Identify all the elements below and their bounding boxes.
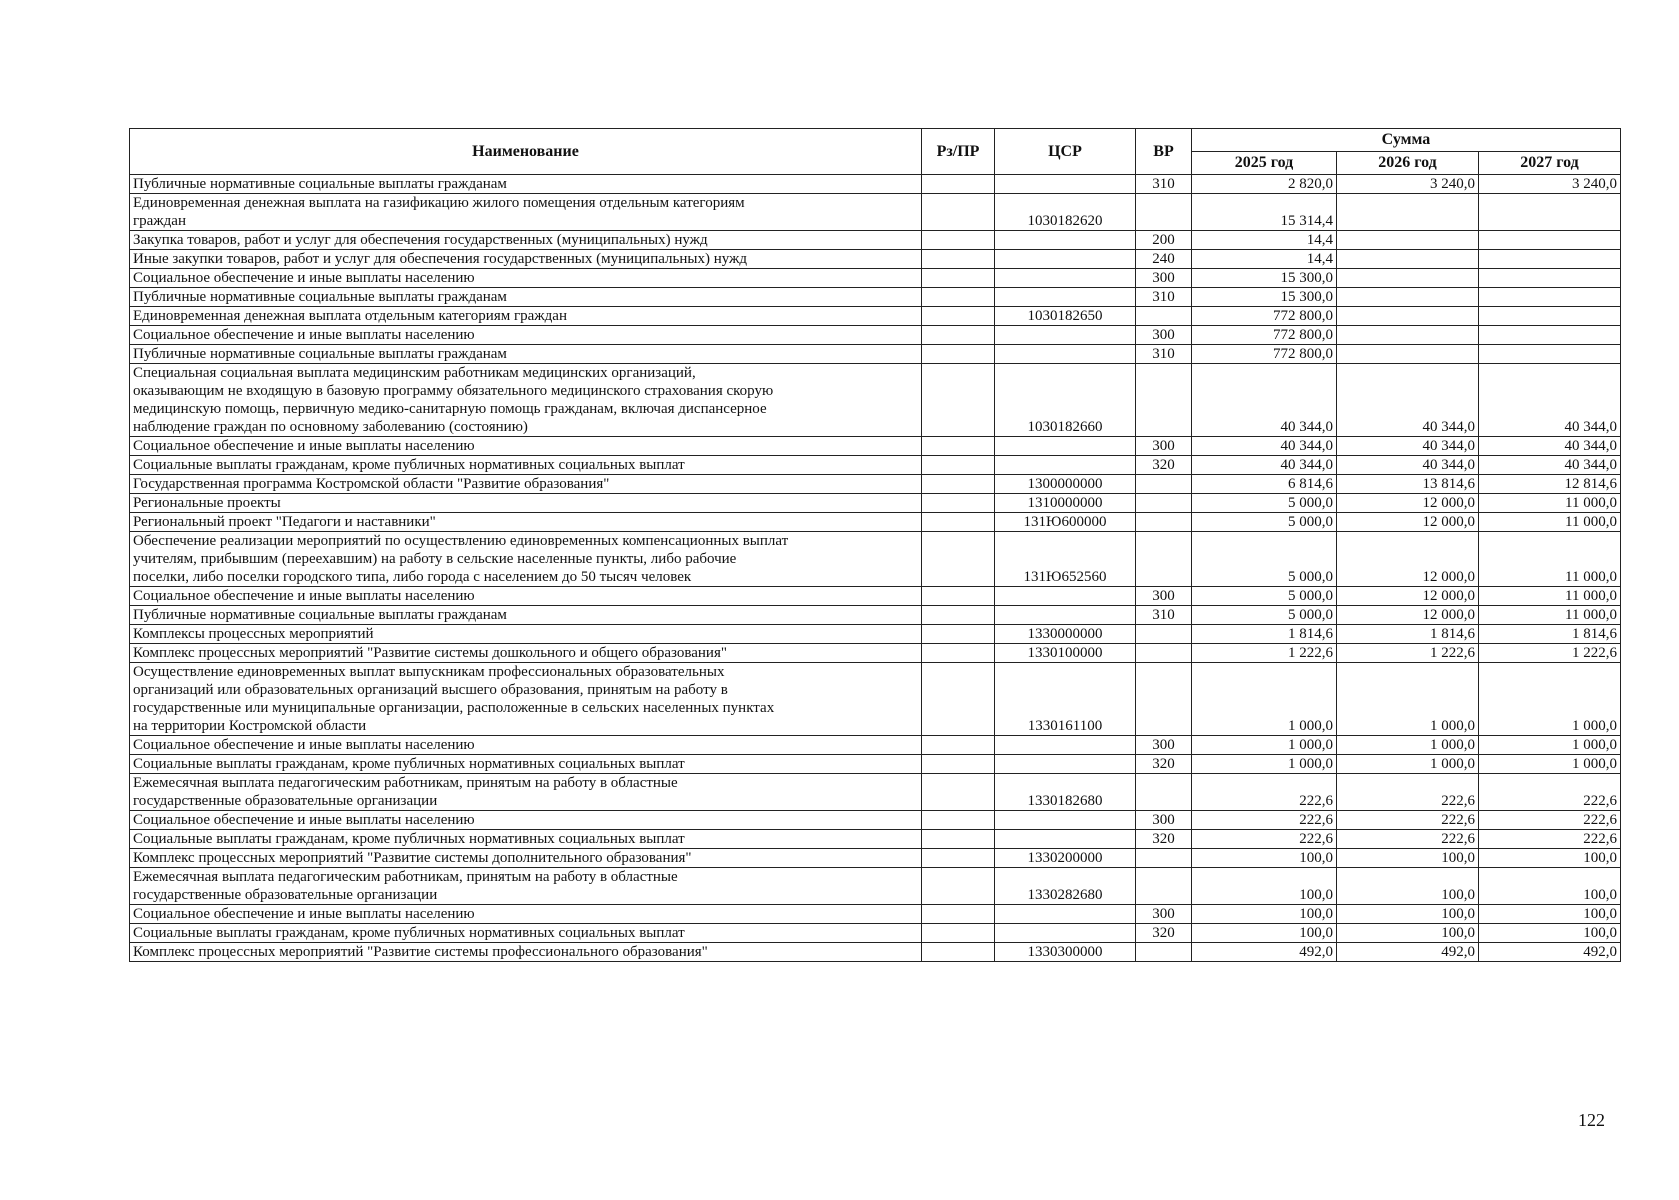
table-row <box>130 269 1621 288</box>
cell-name: Социальные выплаты гражданам, кроме публичных нормативных социальных выплат <box>130 924 922 943</box>
cell-2025: 100,0 <box>1192 868 1337 905</box>
cell-2027 <box>1479 231 1621 250</box>
cell-2026: 222,6 <box>1337 774 1479 811</box>
cell-rz-pr <box>922 905 995 924</box>
cell-2027: 100,0 <box>1479 924 1621 943</box>
cell-name: Социальные выплаты гражданам, кроме публичных нормативных социальных выплат <box>130 755 922 774</box>
cell-name: Социальное обеспечение и иные выплаты населению <box>130 587 922 606</box>
cell-2026 <box>1337 288 1479 307</box>
table-row <box>130 644 1621 663</box>
cell-2027: 1 000,0 <box>1479 755 1621 774</box>
cell-2027 <box>1479 307 1621 326</box>
cell-vr: 300 <box>1136 811 1192 830</box>
table-row <box>130 830 1621 849</box>
cell-2025: 15 300,0 <box>1192 269 1337 288</box>
cell-name: Публичные нормативные социальные выплаты гражданам <box>130 175 922 194</box>
table-row <box>130 194 1621 231</box>
cell-2025: 5 000,0 <box>1192 606 1337 625</box>
cell-2026: 40 344,0 <box>1337 437 1479 456</box>
cell-name: Публичные нормативные социальные выплаты гражданам <box>130 288 922 307</box>
cell-2026 <box>1337 250 1479 269</box>
cell-name: Осуществление единовременных выплат выпускникам профессиональных образовательных организаций или образовательных организаций высшего образования, принятым на работу в государственные или муниципальные организации, расположенные в сельских населенных пунктах на территории Костромской области <box>130 663 922 736</box>
cell-vr <box>1136 194 1192 231</box>
cell-vr: 300 <box>1136 587 1192 606</box>
cell-csr: 1330182680 <box>995 774 1136 811</box>
table-row <box>130 475 1621 494</box>
cell-vr <box>1136 625 1192 644</box>
cell-vr <box>1136 943 1192 962</box>
cell-csr <box>995 437 1136 456</box>
cell-name: Иные закупки товаров, работ и услуг для обеспечения государственных (муниципальных) нужд <box>130 250 922 269</box>
cell-csr <box>995 905 1136 924</box>
cell-csr: 1330161100 <box>995 663 1136 736</box>
cell-2026: 12 000,0 <box>1337 494 1479 513</box>
header-2027: 2027 год <box>1479 152 1621 175</box>
cell-csr <box>995 231 1136 250</box>
cell-name: Государственная программа Костромской области "Развитие образования" <box>130 475 922 494</box>
header-row-top <box>130 129 1621 152</box>
cell-vr: 300 <box>1136 269 1192 288</box>
cell-name: Ежемесячная выплата педагогическим работникам, принятым на работу в областные государственные образовательные организации <box>130 868 922 905</box>
cell-name: Социальное обеспечение и иные выплаты населению <box>130 437 922 456</box>
cell-2026: 1 000,0 <box>1337 663 1479 736</box>
cell-vr <box>1136 532 1192 587</box>
cell-2026 <box>1337 231 1479 250</box>
cell-csr <box>995 924 1136 943</box>
cell-csr: 1030182650 <box>995 307 1136 326</box>
cell-name: Публичные нормативные социальные выплаты гражданам <box>130 606 922 625</box>
table-row <box>130 625 1621 644</box>
cell-2025: 492,0 <box>1192 943 1337 962</box>
cell-csr <box>995 606 1136 625</box>
cell-2027: 1 814,6 <box>1479 625 1621 644</box>
cell-vr <box>1136 868 1192 905</box>
cell-2027: 100,0 <box>1479 849 1621 868</box>
cell-vr <box>1136 494 1192 513</box>
cell-csr: 1310000000 <box>995 494 1136 513</box>
cell-2025: 14,4 <box>1192 231 1337 250</box>
cell-2025: 222,6 <box>1192 830 1337 849</box>
header-name: Наименование <box>130 129 922 175</box>
cell-name: Комплексы процессных мероприятий <box>130 625 922 644</box>
cell-vr <box>1136 849 1192 868</box>
cell-rz-pr <box>922 830 995 849</box>
cell-2025: 6 814,6 <box>1192 475 1337 494</box>
cell-2025: 1 000,0 <box>1192 663 1337 736</box>
cell-csr <box>995 736 1136 755</box>
cell-vr: 320 <box>1136 830 1192 849</box>
cell-rz-pr <box>922 475 995 494</box>
cell-csr: 1330282680 <box>995 868 1136 905</box>
cell-csr <box>995 755 1136 774</box>
cell-rz-pr <box>922 231 995 250</box>
cell-2025: 40 344,0 <box>1192 364 1337 437</box>
cell-rz-pr <box>922 437 995 456</box>
cell-2026 <box>1337 326 1479 345</box>
table-row <box>130 924 1621 943</box>
cell-rz-pr <box>922 269 995 288</box>
cell-rz-pr <box>922 364 995 437</box>
cell-rz-pr <box>922 924 995 943</box>
cell-vr <box>1136 644 1192 663</box>
cell-name: Единовременная денежная выплата на газификацию жилого помещения отдельным категориям граждан <box>130 194 922 231</box>
cell-vr <box>1136 513 1192 532</box>
table-row <box>130 231 1621 250</box>
table-row <box>130 849 1621 868</box>
header-sum: Сумма <box>1192 129 1621 152</box>
table-row <box>130 513 1621 532</box>
cell-rz-pr <box>922 250 995 269</box>
cell-2027: 40 344,0 <box>1479 437 1621 456</box>
cell-2026: 100,0 <box>1337 905 1479 924</box>
cell-vr: 320 <box>1136 456 1192 475</box>
page-number: 122 <box>1578 1110 1605 1130</box>
cell-vr: 320 <box>1136 755 1192 774</box>
cell-csr <box>995 175 1136 194</box>
header-2025: 2025 год <box>1192 152 1337 175</box>
cell-2025: 1 000,0 <box>1192 755 1337 774</box>
cell-csr: 131Ю652560 <box>995 532 1136 587</box>
cell-name: Социальное обеспечение и иные выплаты населению <box>130 736 922 755</box>
header-csr: ЦСР <box>995 129 1136 175</box>
cell-rz-pr <box>922 736 995 755</box>
cell-2027: 11 000,0 <box>1479 494 1621 513</box>
cell-vr <box>1136 364 1192 437</box>
table-row <box>130 532 1621 587</box>
cell-2027: 40 344,0 <box>1479 456 1621 475</box>
cell-rz-pr <box>922 774 995 811</box>
cell-2025: 40 344,0 <box>1192 437 1337 456</box>
header-vr: ВР <box>1136 129 1192 175</box>
table-row <box>130 326 1621 345</box>
table-row <box>130 811 1621 830</box>
cell-name: Социальное обеспечение и иные выплаты населению <box>130 326 922 345</box>
cell-vr <box>1136 475 1192 494</box>
cell-2026: 12 000,0 <box>1337 606 1479 625</box>
header-2026: 2026 год <box>1337 152 1479 175</box>
cell-name: Обеспечение реализации мероприятий по осуществлению единовременных компенсационных выплат учителям, прибывшим (переехавшим) на работу в сельские населенные пункты, либо рабочие поселки, либо поселки городского типа, либо города с населением до 50 тысяч человек <box>130 532 922 587</box>
cell-2027: 11 000,0 <box>1479 532 1621 587</box>
table-row <box>130 456 1621 475</box>
cell-2025: 5 000,0 <box>1192 587 1337 606</box>
cell-2026: 1 000,0 <box>1337 755 1479 774</box>
table-row <box>130 175 1621 194</box>
cell-2025: 5 000,0 <box>1192 513 1337 532</box>
cell-rz-pr <box>922 513 995 532</box>
cell-vr: 300 <box>1136 437 1192 456</box>
cell-vr: 310 <box>1136 606 1192 625</box>
cell-rz-pr <box>922 625 995 644</box>
cell-rz-pr <box>922 644 995 663</box>
cell-csr <box>995 587 1136 606</box>
table-row <box>130 250 1621 269</box>
cell-2026: 100,0 <box>1337 924 1479 943</box>
cell-name: Специальная социальная выплата медицинским работникам медицинских организаций, оказывающим не входящую в базовую программу обязательного медицинского страхования скорую медицинскую помощь, первичную медико-санитарную помощь гражданам, включая диспансерное наблюдение граждан по основному заболеванию (состоянию) <box>130 364 922 437</box>
cell-2026: 12 000,0 <box>1337 532 1479 587</box>
cell-name: Региональный проект "Педагоги и наставники" <box>130 513 922 532</box>
cell-2027: 222,6 <box>1479 811 1621 830</box>
cell-2025: 100,0 <box>1192 849 1337 868</box>
cell-2025: 15 300,0 <box>1192 288 1337 307</box>
cell-vr: 300 <box>1136 905 1192 924</box>
cell-csr: 1030182620 <box>995 194 1136 231</box>
cell-rz-pr <box>922 663 995 736</box>
cell-csr <box>995 830 1136 849</box>
table-row <box>130 437 1621 456</box>
cell-name: Социальные выплаты гражданам, кроме публичных нормативных социальных выплат <box>130 456 922 475</box>
cell-2026: 12 000,0 <box>1337 587 1479 606</box>
cell-2027: 1 000,0 <box>1479 736 1621 755</box>
cell-2027: 492,0 <box>1479 943 1621 962</box>
table-row <box>130 905 1621 924</box>
cell-name: Публичные нормативные социальные выплаты гражданам <box>130 345 922 364</box>
cell-rz-pr <box>922 849 995 868</box>
table-row <box>130 364 1621 437</box>
cell-2026: 13 814,6 <box>1337 475 1479 494</box>
cell-2027 <box>1479 250 1621 269</box>
table-row <box>130 307 1621 326</box>
cell-2025: 1 222,6 <box>1192 644 1337 663</box>
budget-table <box>129 128 1621 962</box>
cell-2025: 772 800,0 <box>1192 326 1337 345</box>
cell-2025: 14,4 <box>1192 250 1337 269</box>
cell-2026: 1 222,6 <box>1337 644 1479 663</box>
cell-2025: 1 000,0 <box>1192 736 1337 755</box>
header-rz-pr: Рз/ПР <box>922 129 995 175</box>
cell-2027: 100,0 <box>1479 868 1621 905</box>
cell-vr: 320 <box>1136 924 1192 943</box>
cell-2025: 222,6 <box>1192 811 1337 830</box>
cell-vr <box>1136 774 1192 811</box>
cell-name: Комплекс процессных мероприятий "Развитие системы дополнительного образования" <box>130 849 922 868</box>
table-row <box>130 288 1621 307</box>
table-row <box>130 774 1621 811</box>
cell-2025: 772 800,0 <box>1192 307 1337 326</box>
cell-rz-pr <box>922 943 995 962</box>
cell-csr <box>995 250 1136 269</box>
cell-2025: 40 344,0 <box>1192 456 1337 475</box>
cell-2026: 222,6 <box>1337 811 1479 830</box>
cell-2026 <box>1337 194 1479 231</box>
cell-2027: 3 240,0 <box>1479 175 1621 194</box>
cell-2026 <box>1337 269 1479 288</box>
cell-csr: 1030182660 <box>995 364 1136 437</box>
table-row <box>130 868 1621 905</box>
cell-name: Единовременная денежная выплата отдельным категориям граждан <box>130 307 922 326</box>
cell-vr: 200 <box>1136 231 1192 250</box>
cell-rz-pr <box>922 532 995 587</box>
table-row <box>130 755 1621 774</box>
cell-2027: 1 222,6 <box>1479 644 1621 663</box>
cell-csr <box>995 269 1136 288</box>
cell-2026: 100,0 <box>1337 868 1479 905</box>
cell-rz-pr <box>922 868 995 905</box>
cell-vr: 300 <box>1136 736 1192 755</box>
cell-2027 <box>1479 288 1621 307</box>
cell-2025: 2 820,0 <box>1192 175 1337 194</box>
cell-rz-pr <box>922 606 995 625</box>
cell-rz-pr <box>922 194 995 231</box>
cell-vr: 310 <box>1136 288 1192 307</box>
cell-csr <box>995 326 1136 345</box>
cell-2027: 222,6 <box>1479 830 1621 849</box>
cell-vr: 240 <box>1136 250 1192 269</box>
cell-2025: 5 000,0 <box>1192 494 1337 513</box>
cell-csr: 1300000000 <box>995 475 1136 494</box>
cell-2026: 40 344,0 <box>1337 364 1479 437</box>
cell-rz-pr <box>922 755 995 774</box>
cell-2026: 40 344,0 <box>1337 456 1479 475</box>
table-header <box>130 129 1621 175</box>
cell-2026: 3 240,0 <box>1337 175 1479 194</box>
cell-csr: 1330100000 <box>995 644 1136 663</box>
cell-rz-pr <box>922 326 995 345</box>
cell-2026: 1 814,6 <box>1337 625 1479 644</box>
cell-rz-pr <box>922 288 995 307</box>
cell-2025: 772 800,0 <box>1192 345 1337 364</box>
cell-2026: 100,0 <box>1337 849 1479 868</box>
cell-2027 <box>1479 326 1621 345</box>
cell-csr: 131Ю600000 <box>995 513 1136 532</box>
cell-csr <box>995 811 1136 830</box>
cell-2027: 11 000,0 <box>1479 587 1621 606</box>
table-row <box>130 345 1621 364</box>
cell-2025: 5 000,0 <box>1192 532 1337 587</box>
cell-2025: 1 814,6 <box>1192 625 1337 644</box>
cell-2025: 100,0 <box>1192 924 1337 943</box>
cell-rz-pr <box>922 175 995 194</box>
cell-csr <box>995 288 1136 307</box>
cell-2025: 100,0 <box>1192 905 1337 924</box>
cell-name: Ежемесячная выплата педагогическим работникам, принятым на работу в областные государственные образовательные организации <box>130 774 922 811</box>
cell-name: Социальные выплаты гражданам, кроме публичных нормативных социальных выплат <box>130 830 922 849</box>
table-row <box>130 663 1621 736</box>
table-body <box>130 175 1621 962</box>
cell-rz-pr <box>922 456 995 475</box>
cell-rz-pr <box>922 494 995 513</box>
cell-rz-pr <box>922 345 995 364</box>
cell-name: Социальное обеспечение и иные выплаты населению <box>130 905 922 924</box>
cell-2027: 11 000,0 <box>1479 606 1621 625</box>
cell-vr <box>1136 663 1192 736</box>
table-row <box>130 494 1621 513</box>
cell-2027: 12 814,6 <box>1479 475 1621 494</box>
cell-csr <box>995 456 1136 475</box>
cell-name: Закупка товаров, работ и услуг для обеспечения государственных (муниципальных) нужд <box>130 231 922 250</box>
cell-name: Комплекс процессных мероприятий "Развитие системы профессионального образования" <box>130 943 922 962</box>
cell-2026: 12 000,0 <box>1337 513 1479 532</box>
cell-csr: 1330000000 <box>995 625 1136 644</box>
cell-rz-pr <box>922 587 995 606</box>
cell-csr <box>995 345 1136 364</box>
cell-2026: 222,6 <box>1337 830 1479 849</box>
cell-2027: 100,0 <box>1479 905 1621 924</box>
table-row <box>130 943 1621 962</box>
cell-2026: 1 000,0 <box>1337 736 1479 755</box>
cell-2027: 222,6 <box>1479 774 1621 811</box>
cell-vr: 310 <box>1136 175 1192 194</box>
table-row <box>130 587 1621 606</box>
cell-2027: 11 000,0 <box>1479 513 1621 532</box>
cell-name: Социальное обеспечение и иные выплаты населению <box>130 269 922 288</box>
cell-2025: 15 314,4 <box>1192 194 1337 231</box>
cell-vr: 300 <box>1136 326 1192 345</box>
cell-vr: 310 <box>1136 345 1192 364</box>
cell-name: Социальное обеспечение и иные выплаты населению <box>130 811 922 830</box>
cell-2027 <box>1479 345 1621 364</box>
cell-name: Комплекс процессных мероприятий "Развитие системы дошкольного и общего образования" <box>130 644 922 663</box>
cell-2027 <box>1479 269 1621 288</box>
cell-rz-pr <box>922 307 995 326</box>
cell-2026 <box>1337 345 1479 364</box>
cell-csr: 1330300000 <box>995 943 1136 962</box>
cell-2027 <box>1479 194 1621 231</box>
cell-2026: 492,0 <box>1337 943 1479 962</box>
cell-rz-pr <box>922 811 995 830</box>
table-row <box>130 606 1621 625</box>
cell-2026 <box>1337 307 1479 326</box>
cell-2027: 1 000,0 <box>1479 663 1621 736</box>
table-row <box>130 736 1621 755</box>
cell-vr <box>1136 307 1192 326</box>
cell-2027: 40 344,0 <box>1479 364 1621 437</box>
cell-csr: 1330200000 <box>995 849 1136 868</box>
cell-2025: 222,6 <box>1192 774 1337 811</box>
cell-name: Региональные проекты <box>130 494 922 513</box>
